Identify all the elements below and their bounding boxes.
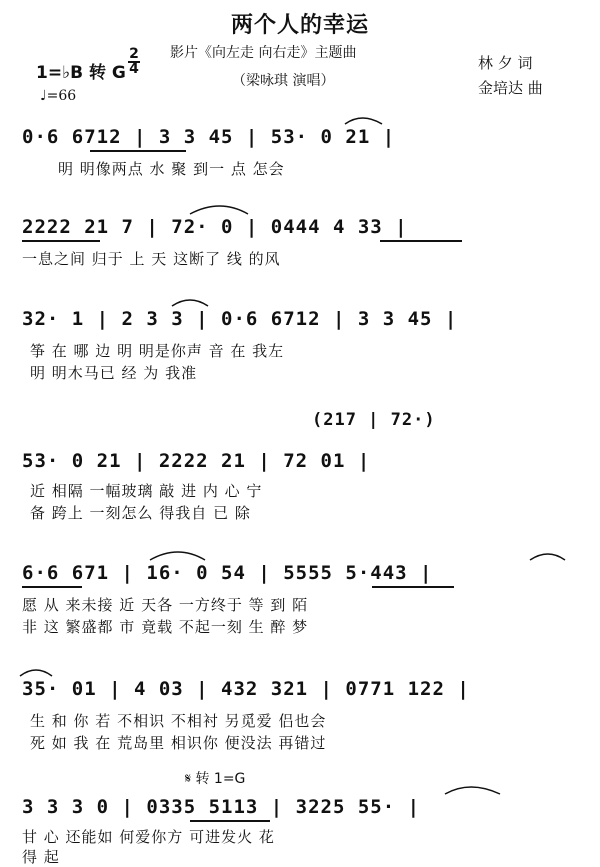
lyric-row-6-verse-2: 死 如 我 在 荒岛里 相识你 便没法 再错过	[30, 734, 327, 752]
notation-row-4: 53· 0 21 | 2222 21 | 72 01 |	[22, 450, 371, 472]
key-signature: 1=♭B 转 G	[36, 63, 126, 83]
notation-row-2: 2222 21 7 | 72· 0 | 0444 4 33 |	[22, 216, 408, 238]
lyric-row-1-verse-1: 明 明像两点 水 聚 到一 点 怎会	[58, 160, 285, 178]
notation-row-3: 32· 1 | 2 3 3 | 0·6 6712 | 3 3 45 |	[22, 308, 458, 330]
slur	[172, 300, 208, 306]
composer-credit: 金培达 曲	[478, 79, 543, 97]
tempo-marking: ♩=66	[40, 88, 77, 104]
notation-row-6: 35· 01 | 4 03 | 432 321 | 0771 122 |	[22, 678, 470, 700]
lyric-row-3-verse-2: 明 明木马已 经 为 我准	[30, 364, 198, 382]
song-title: 两个人的幸运	[230, 13, 369, 38]
slur	[190, 206, 248, 214]
lyric-row-3-verse-1: 筝 在 哪 边 明 明是你声 音 在 我左	[30, 342, 285, 360]
performer-credit: （梁咏琪 演唱）	[232, 73, 335, 89]
lyric-row-4-verse-1: 近 相隔 一幅玻璃 敲 进 内 心 宁	[30, 482, 263, 500]
time-signature-bottom: 4	[129, 61, 139, 77]
slur	[530, 554, 565, 560]
song-subtitle: 影片《向左走 向右走》主题曲	[170, 45, 357, 61]
lyric-row-4-verse-2: 备 跨上 一刻怎么 得我自 已 除	[30, 504, 251, 522]
lyric-row-6-verse-1: 生 和 你 若 不相识 不相衬 另觅爱 侣也会	[30, 712, 327, 730]
lyric-row-5-verse-2: 非 这 繁盛都 市 竟载 不起一刻 生 醉 梦	[22, 618, 309, 636]
slur	[20, 670, 52, 676]
slur	[345, 118, 382, 124]
notation-row-5: 6·6 671 | 16· 0 54 | 5555 5·443 |	[22, 562, 433, 584]
segno-key-change: 𝄋 转 1=G	[185, 771, 246, 787]
notation-row-7: 3 3 3 0 | 0335 5113 | 3225 55· |	[22, 796, 421, 818]
time-signature-top: 2	[129, 46, 139, 62]
slur	[150, 552, 205, 560]
lyric-row-2-verse-1: 一息之间 归于 上 天 这断了 线 的风	[22, 250, 281, 268]
slur	[445, 787, 500, 794]
notation-row-1: 0·6 6712 | 3 3 45 | 53· 0 21 |	[22, 126, 396, 148]
bracket-passage: (217 | 72·)	[312, 410, 436, 430]
lyricist-credit: 林 夕 词	[478, 54, 533, 72]
lyric-row-5-verse-1: 愿 从 来未接 近 天各 一方终于 等 到 陌	[22, 596, 309, 614]
lyric-row-7-verse-2: 得 起	[22, 848, 60, 866]
lyric-row-7-verse-1: 甘 心 还能如 何爱你方 可进发火 花	[22, 828, 275, 846]
